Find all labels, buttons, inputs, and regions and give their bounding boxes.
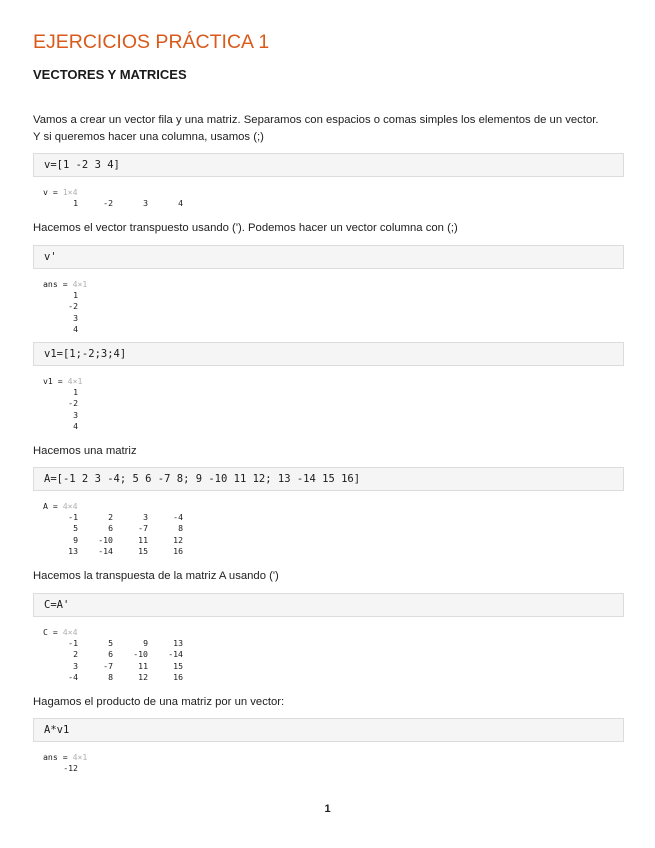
output-matrix-transpose	[43, 627, 183, 683]
output-cell: -12	[63, 763, 78, 774]
output-cell: 3	[143, 198, 148, 209]
output-row	[43, 512, 183, 523]
output-cell: 8	[108, 671, 113, 682]
paragraph-matrix: Hacemos una matriz	[33, 445, 137, 457]
paragraph-matrix-transpose: Hacemos la transpuesta de la matriz A usando (')	[33, 570, 279, 582]
output-cell: -2	[68, 398, 78, 409]
output-header	[43, 501, 183, 512]
output-cell: -1	[68, 512, 78, 523]
output-cell: 3	[73, 409, 78, 420]
code-block-column-vector[interactable]: v1=[1;-2;3;4]	[33, 342, 624, 366]
output-cell: -2	[68, 301, 78, 312]
output-cell: -7	[103, 660, 113, 671]
output-cell: 4	[73, 420, 78, 431]
output-row	[43, 546, 183, 557]
output-cell: 5	[108, 638, 113, 649]
output-row	[43, 649, 183, 660]
output-cell: -1	[68, 638, 78, 649]
output-cell: 1	[73, 387, 78, 398]
output-row	[43, 672, 183, 683]
output-product	[43, 752, 87, 774]
output-cell: 1	[73, 290, 78, 301]
section-subtitle: VECTORES Y MATRICES	[33, 67, 187, 82]
output-cell: -14	[168, 649, 183, 660]
output-cell: 9	[73, 534, 78, 545]
output-vector	[43, 187, 183, 209]
output-variable: A =	[43, 501, 63, 511]
output-row	[43, 198, 183, 209]
output-cell: 6	[108, 523, 113, 534]
output-row	[43, 324, 87, 335]
output-cell: -2	[103, 198, 113, 209]
output-column-vector	[43, 376, 82, 432]
output-variable: ans =	[43, 752, 73, 762]
output-header	[43, 376, 82, 387]
output-cell: 2	[108, 512, 113, 523]
paragraph-product: Hagamos el producto de una matriz por un vector:	[33, 696, 285, 708]
output-header	[43, 752, 87, 763]
intro-paragraph: Vamos a crear un vector fila y una matriz. Separamos con espacios o comas simples los elementos de un vector. Y si queremos hacer una columna, usamos (;)	[33, 114, 599, 143]
output-row	[43, 398, 82, 409]
output-cell: 15	[138, 545, 148, 556]
output-dimensions: 4×1	[67, 376, 83, 386]
output-cell: 8	[178, 523, 183, 534]
output-cell: 12	[173, 534, 183, 545]
output-row	[43, 421, 82, 432]
output-row	[43, 410, 82, 421]
output-cell: 3	[73, 660, 78, 671]
output-cell: 3	[143, 512, 148, 523]
output-cell: 11	[138, 534, 148, 545]
output-cell: -10	[98, 534, 113, 545]
output-header	[43, 627, 183, 638]
output-cell: -14	[98, 545, 113, 556]
output-cell: -4	[68, 671, 78, 682]
output-variable: ans =	[43, 279, 73, 289]
output-header	[43, 187, 183, 198]
output-dimensions: 4×4	[62, 501, 78, 511]
output-row	[43, 387, 82, 398]
output-cell: 13	[68, 545, 78, 556]
document-title: EJERCICIOS PRÁCTICA 1	[33, 31, 270, 53]
output-row	[43, 638, 183, 649]
output-cell: 5	[73, 523, 78, 534]
output-row	[43, 523, 183, 534]
output-row	[43, 313, 87, 324]
output-dimensions: 1×4	[62, 187, 78, 197]
output-cell: 11	[138, 660, 148, 671]
output-transpose	[43, 279, 87, 335]
paragraph-transpose: Hacemos el vector transpuesto usando ('). Podemos hacer un vector columna con (;)	[33, 222, 458, 234]
output-row	[43, 290, 87, 301]
output-cell: 15	[173, 660, 183, 671]
output-cell: 4	[178, 198, 183, 209]
output-variable: v =	[43, 187, 63, 197]
output-row	[43, 661, 183, 672]
output-matrix	[43, 501, 183, 557]
output-cell: 1	[73, 198, 78, 209]
output-dimensions: 4×1	[72, 752, 88, 762]
output-cell: 4	[73, 323, 78, 334]
output-dimensions: 4×1	[72, 279, 88, 289]
output-cell: 16	[173, 545, 183, 556]
output-variable: C =	[43, 627, 63, 637]
output-row	[43, 535, 183, 546]
output-cell: 6	[108, 649, 113, 660]
output-cell: 12	[138, 671, 148, 682]
output-row	[43, 763, 87, 774]
output-cell: 2	[73, 649, 78, 660]
page-number: 1	[324, 803, 331, 815]
output-dimensions: 4×4	[62, 627, 78, 637]
output-cell: 3	[73, 312, 78, 323]
output-cell: -4	[173, 512, 183, 523]
code-block-matrix[interactable]: A=[-1 2 3 -4; 5 6 -7 8; 9 -10 11 12; 13 -14 15 16]	[33, 467, 624, 491]
output-cell: -10	[133, 649, 148, 660]
output-row	[43, 301, 87, 312]
output-cell: 9	[143, 638, 148, 649]
output-variable: v1 =	[43, 376, 68, 386]
output-cell: 16	[173, 671, 183, 682]
output-cell: -7	[138, 523, 148, 534]
output-header	[43, 279, 87, 290]
code-block-matrix-transpose[interactable]: C=A'	[33, 593, 624, 617]
output-cell: 13	[173, 638, 183, 649]
code-block-transpose[interactable]: v'	[33, 245, 624, 269]
code-block-vector[interactable]: v=[1 -2 3 4]	[33, 153, 624, 177]
code-block-product[interactable]: A*v1	[33, 718, 624, 742]
